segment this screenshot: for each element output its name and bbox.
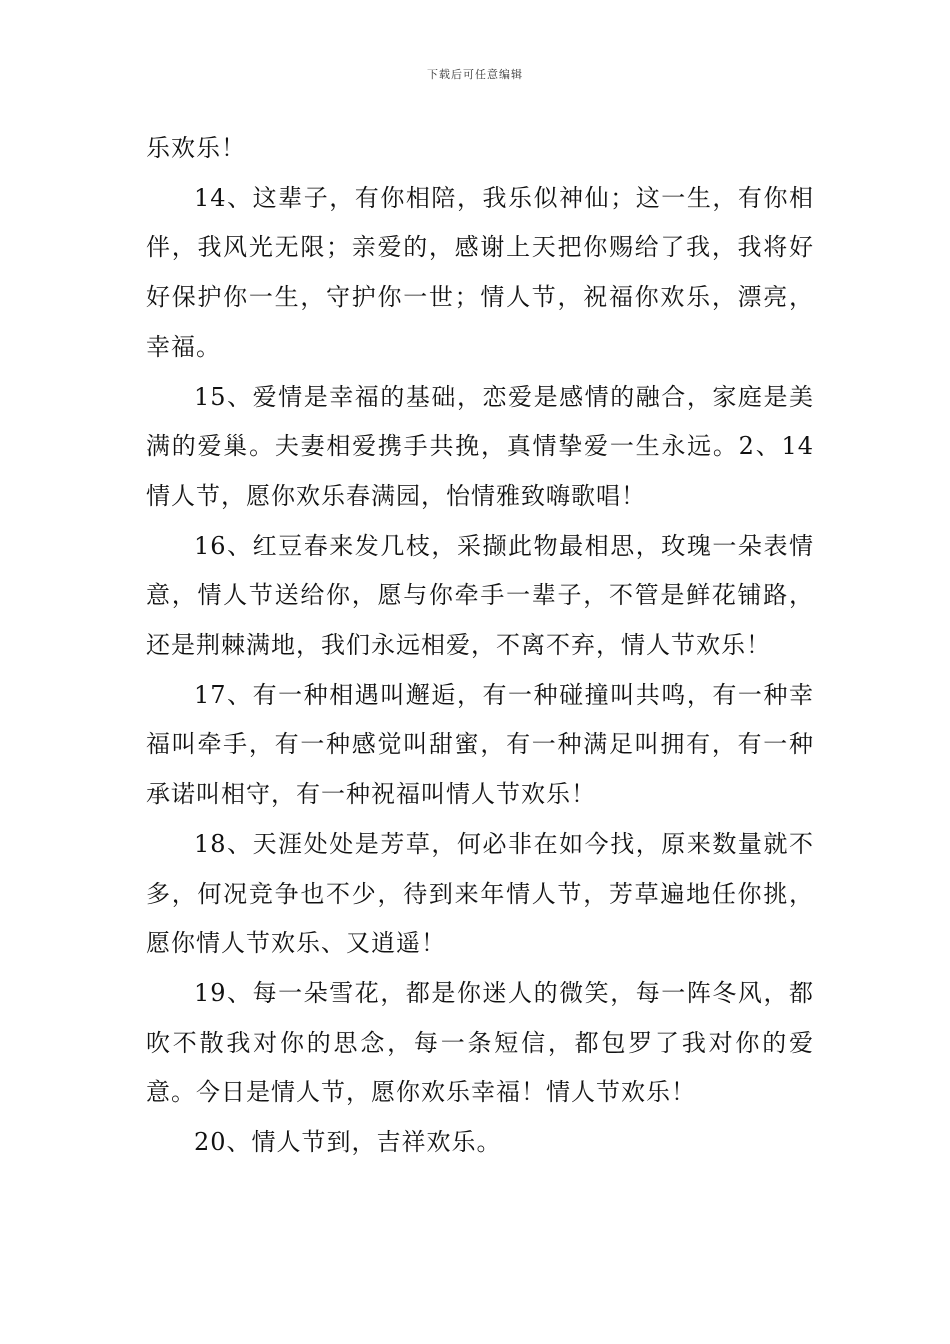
paragraph-18: 18、天涯处处是芳草，何必非在如今找，原来数量就不多，何况竞争也不少，待到来年情人节，芳草遍地任你挑，愿你情人节欢乐、又逍遥！	[146, 829, 814, 958]
paragraph-20: 20、情人节到，吉祥欢乐。	[194, 1128, 502, 1157]
paragraph-16: 16、红豆春来发几枝，采撷此物最相思，玫瑰一朵表情意，情人节送给你，愿与你牵手一辈子，不管是鲜花铺路，还是荆棘满地，我们永远相爱，不离不弃，情人节欢乐！	[146, 531, 814, 660]
paragraph-17: 17、有一种相遇叫邂逅，有一种碰撞叫共鸣，有一种幸福叫牵手，有一种感觉叫甜蜜，有一种满足叫拥有，有一种承诺叫相守，有一种祝福叫情人节欢乐！	[146, 680, 814, 809]
paragraph-19: 19、每一朵雪花，都是你迷人的微笑，每一阵冬风，都吹不散我对你的思念，每一条短信，都包罗了我对你的爱意。今日是情人节，愿你欢乐幸福！情人节欢乐！	[146, 978, 814, 1107]
paragraph-continuation: 乐欢乐！	[146, 134, 246, 162]
header-note: 下载后可任意编辑	[427, 68, 523, 81]
document-body	[146, 124, 814, 1168]
paragraph-14: 14、这辈子，有你相陪，我乐似神仙；这一生，有你相伴，我风光无限；亲爱的，感谢上天把你赐给了我，我将好好保护你一生，守护你一世；情人节，祝福你欢乐，漂亮，幸福。	[146, 183, 814, 361]
paragraph-15: 15、爱情是幸福的基础，恋爱是感情的融合，家庭是美满的爱巢。夫妻相爱携手共挽，真情挚爱一生永远。2、14情人节，愿你欢乐春满园，怡情雅致嗨歌唱！	[146, 382, 814, 510]
